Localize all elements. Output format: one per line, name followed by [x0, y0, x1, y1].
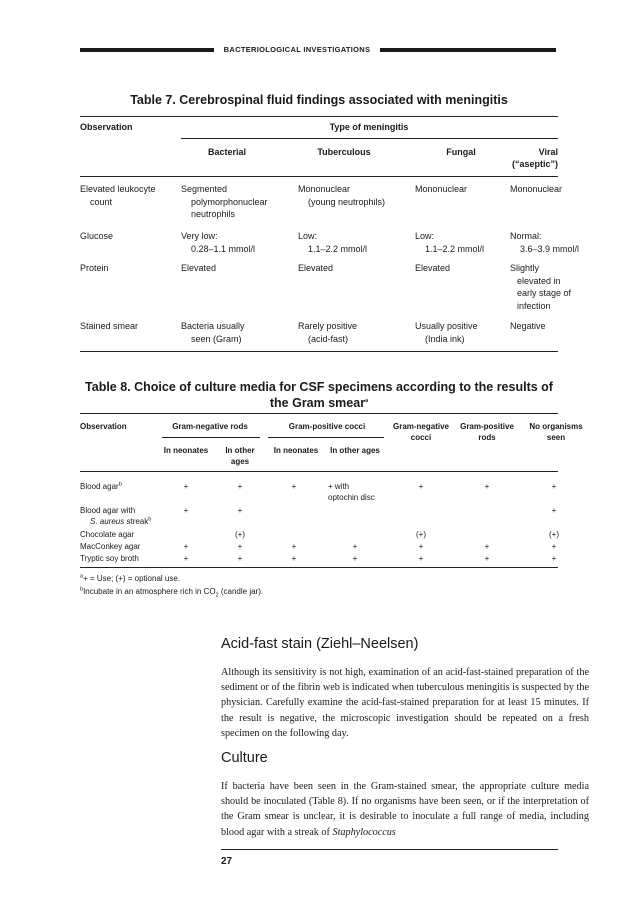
table7-row3-bacterial: Elevated: [181, 263, 217, 273]
table7-title: Table 7. Cerebrospinal fluid findings associated with meningitis: [130, 93, 508, 107]
table8-header-rule: [80, 471, 558, 472]
table8-cell: (+): [549, 530, 559, 539]
table8-cell: +: [183, 554, 189, 563]
table8-gn-rods-rule: [162, 437, 260, 438]
table8-gn-cocci: Gram-negative cocci: [392, 422, 450, 442]
section-heading-acid-fast: Acid-fast stain (Ziehl–Neelsen): [221, 636, 419, 652]
table7-row2-bacterial: Very low: 0.28–1.1 mmol/l: [181, 231, 256, 254]
table7-row1-observation: Elevated leukocyte count: [80, 184, 156, 207]
table8-gp-cocci-rule: [268, 437, 384, 438]
table8-row-blood-agar: Blood agar$^b$: [80, 481, 122, 491]
table8-cell: +: [418, 542, 424, 551]
table7-row2-fungal: Low: 1.1–2.2 mmol/l: [415, 231, 485, 254]
header-rule-left: [80, 48, 214, 52]
table7-row3-observation: Protein: [80, 263, 109, 273]
table8-cell: +: [551, 542, 557, 551]
table8-cell: +: [291, 542, 297, 551]
table7-row2-tuberculous: Low: 1.1–2.2 mmol/l: [298, 231, 368, 254]
table8-footnote-b: $^b$Incubate in an atmosphere rich in $CO_2$ (candle jar).: [80, 586, 264, 599]
table7-row4-bacterial: Bacteria usually seen (Gram): [181, 321, 245, 344]
table7-group-header: Type of meningitis: [329, 122, 409, 132]
table8-title: Table 8. Choice of culture media for CSF specimens according to the results of the Gram smear$^a$: [85, 380, 553, 410]
table7-type-bacterial: Bacterial: [207, 147, 247, 157]
table7-row1-viral: Mononuclear: [510, 184, 563, 194]
table7-group-rule: [181, 138, 558, 139]
table7-row4-fungal: Usually positive (India ink): [415, 321, 478, 344]
table8-cell: +: [237, 542, 243, 551]
header-rule-right: [380, 48, 556, 52]
table8-cell: +: [484, 542, 490, 551]
table7-row1-bacterial: Segmented polymorphonuclear neutrophils: [181, 184, 268, 219]
table8-row-chocolate-agar: Chocolate agar: [80, 530, 135, 539]
table7-col-observation: Observation: [80, 122, 133, 132]
table7-row4-tuberculous: Rarely positive (acid-fast): [298, 321, 358, 344]
table7-row3-tuberculous: Elevated: [298, 263, 334, 273]
table8-cell: +: [551, 482, 557, 491]
table7-header-rule: [80, 176, 558, 177]
table8-cell: +: [183, 542, 189, 551]
table7-type-viral-sub: (“aseptic”): [511, 159, 558, 169]
table8-cell: +: [237, 506, 243, 515]
table8-cell: (+): [235, 530, 245, 539]
table8-footnote-a: $^a$+ = Use; (+) = optional use.: [80, 573, 181, 583]
running-header: BACTERIOLOGICAL INVESTIGATIONS: [223, 45, 371, 54]
table8-in-other-ages-2: In other ages: [330, 446, 380, 455]
table7-row4-observation: Stained smear: [80, 321, 139, 331]
table8-row-tryptic-soy-broth: Tryptic soy broth: [80, 554, 139, 563]
table8-cell: +: [291, 482, 297, 491]
table8-cell: +: [291, 554, 297, 563]
table8-cell: +: [484, 482, 490, 491]
table8-cell-optochin: + with optochin disc: [328, 482, 375, 502]
section-paragraph-culture: If bacteria have been seen in the Gram-stained smear, the appropriate culture media should be inoculated (Table 8). If no organisms have been seen, or if the interpretation of the Gram smear is unclear, it is desirable to inoculate a full range of media, including blood agar with a streak of Staphylococcus: [221, 781, 589, 838]
table8-cell: +: [183, 506, 189, 515]
table8-in-other-ages: In other ages: [225, 446, 255, 466]
table7-type-tuberculous: Tuberculous: [317, 147, 371, 157]
table8-gn-rods: Gram-negative rods: [172, 422, 248, 431]
table7-row4-viral: Negative: [510, 321, 546, 331]
page-number: 27: [221, 856, 233, 867]
table8-cell: +: [484, 554, 490, 563]
table7-row1-fungal: Mononuclear: [415, 184, 468, 194]
table8-in-neonates: In neonates: [163, 446, 209, 455]
table8-bottom-rule: [80, 567, 558, 568]
table7-type-fungal: Fungal: [446, 147, 476, 157]
table8-cell: +: [237, 554, 243, 563]
table7-type-viral: Viral: [538, 147, 558, 157]
table7-bottom-rule: [80, 351, 558, 352]
table8-cell: +: [418, 554, 424, 563]
table8-cell: +: [352, 554, 358, 563]
table8-in-neonates-2: In neonates: [273, 446, 319, 455]
table8-gp-rods: Gram-positive rods: [460, 422, 514, 442]
table8-no-organisms: No organisms seen: [529, 422, 583, 442]
table8-cell: +: [352, 542, 358, 551]
table7-row3-fungal: Elevated: [415, 263, 451, 273]
table7-row2-viral: Normal: 3.6–3.9 mmol/l: [510, 231, 580, 254]
table8-gp-cocci: Gram-positive cocci: [288, 422, 366, 431]
table8-row-macconkey-agar: MacConkey agar: [80, 542, 141, 551]
table8-cell: +: [237, 482, 243, 491]
footer-rule: [221, 849, 558, 850]
table8-col-observation: Observation: [80, 422, 127, 431]
table8-top-rule: [80, 413, 558, 414]
table8-cell: +: [551, 554, 557, 563]
table7-row3-viral: Slightly elevated in early stage of infection: [510, 263, 572, 311]
table7-row2-observation: Glucose: [80, 231, 114, 241]
section-paragraph-acid-fast: Although its sensitivity is not high, examination of an acid-fast-stained preparation of the sediment or of the fibrin web is indicated when tuberculous meningitis is suspected by the physician. Carefully examine the acid-fast-stained preparation for at least 15 minutes. If the result is negative, the microscopic investigation should be repeated on a fresh specimen on the following day.: [221, 667, 589, 739]
table8-cell: +: [418, 482, 424, 491]
table8-row-blood-agar-aureus: Blood agar with S. aureus streak$^b$: [80, 506, 152, 526]
table7-top-rule: [80, 116, 558, 117]
table7-row1-tuberculous: Mononuclear (young neutrophils): [298, 184, 386, 207]
table8-cell: +: [183, 482, 189, 491]
section-heading-culture: Culture: [221, 750, 268, 766]
table8-cell: +: [551, 506, 557, 515]
table8-cell: (+): [416, 530, 426, 539]
